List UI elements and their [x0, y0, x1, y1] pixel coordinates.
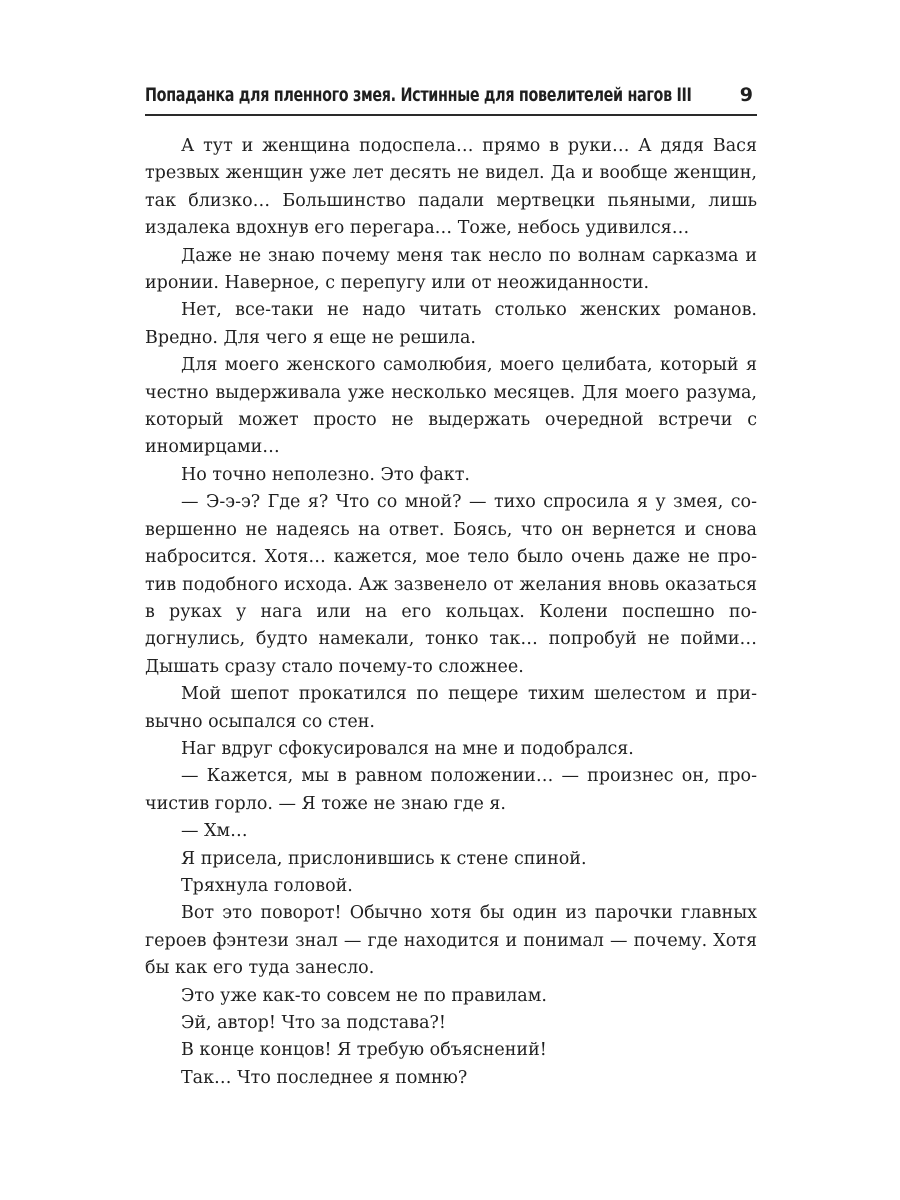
- paragraph: Даже не знаю почему меня так несло по волнам сарказма и иронии. Наверное, с перепугу или от неожиданности.: [145, 245, 757, 294]
- paragraph: — Э-э-э? Где я? Что со мной? — тихо спросила я у змея, совершенно не надеясь на ответ. Боясь, что он вернется и снова набросится. Хотя… кажется, мое тело было очень даже не против подобного исхода. Аж зазвенело от желания вновь оказаться в руках у нага или на его кольцах. Колени поспешно подогнулись, будто намекали, тонко так… попробуй не пойми… Дышать сразу стало почему-то сложнее.: [145, 492, 757, 677]
- paragraph: Нет, все-таки не надо читать столько женских романов. Вредно. Для чего я еще не решила.: [145, 300, 757, 348]
- paragraph: А тут и женщина подоспела… прямо в руки… А дядя Вася трезвых женщин уже лет десять не видел. Да и вообще женщин, так близко… Большинство падали мертвецки пьяными, лишь издалека вдохнув его перегара… Тоже, небось удивился…: [145, 136, 757, 239]
- paragraph: Так… Что последнее я помню?: [181, 1067, 468, 1088]
- paragraph: Мой шепот прокатился по пещере тихим шелестом и привычно осыпался со стен.: [145, 684, 757, 732]
- running-header: [145, 84, 757, 116]
- paragraph: В конце концов! Я требую объяснений!: [181, 1040, 547, 1061]
- paragraph: Эй, автор! Что за подстава?!: [181, 1013, 446, 1033]
- paragraph: — Кажется, мы в равном положении… — произнес он, прочистив горло. — Я тоже не знаю где я.: [145, 766, 757, 814]
- paragraph: Вот это поворот! Обычно хотя бы один из парочки главных героев фэнтези знал — где находится и понимал — почему. Хотя бы как его туда занесло.: [145, 903, 757, 979]
- page-number: 9: [739, 84, 753, 106]
- paragraph: Я присела, прислонившись к стене спиной.: [181, 848, 587, 869]
- paragraph: Но точно неполезно. Это факт.: [181, 464, 470, 485]
- paragraph: Это уже как-то совсем не по правилам.: [181, 985, 547, 1006]
- paragraph: — Хм…: [181, 821, 248, 842]
- running-title: Попаданка для пленного змея. Истинные для повелителей нагов III: [145, 84, 692, 106]
- paragraph: Для моего женского самолюбия, моего целибата, который я честно выдерживала уже несколько месяцев. Для моего разума, который может просто не выдержать очередной встречи с иномирцами…: [145, 355, 757, 458]
- body-text: [145, 133, 757, 1092]
- paragraph: Наг вдруг сфокусировался на мне и подобрался.: [181, 738, 634, 759]
- paragraph: Тряхнула головой.: [181, 875, 353, 896]
